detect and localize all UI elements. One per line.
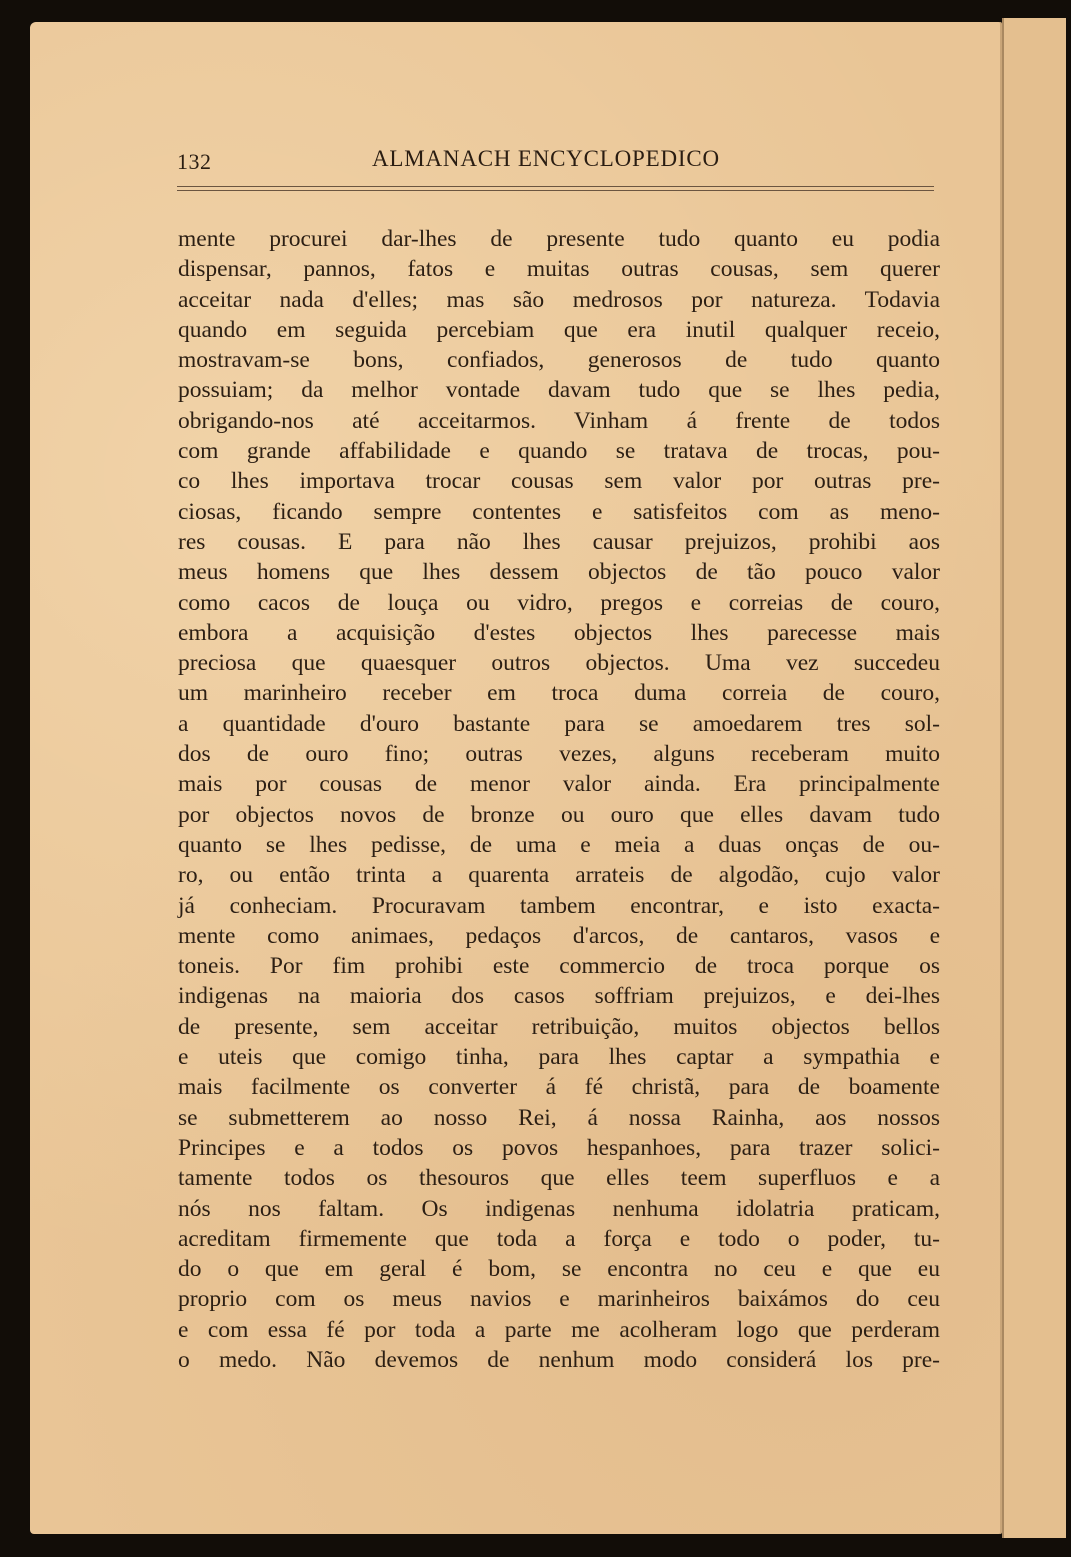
text-line: possuiam; da melhor vontade davam tudo que se lhes pedia, [178,377,940,404]
header-double-rule [177,186,934,191]
running-header [177,143,934,183]
text-line: como cacos de louça ou vidro, pregos e correias de couro, [178,589,940,616]
text-line: já conheciam. Procuravam tambem encontrar, e isto exacta- [178,892,940,919]
body-text [178,224,940,1375]
text-line: ro, ou então trinta a quarenta arrateis de algodão, cujo valor [178,862,940,889]
text-line: toneis. Por fim prohibi este commercio de troca porque os [178,953,940,980]
text-line: indigenas na maioria dos casos soffriam prejuizos, e dei-lhes [178,983,940,1010]
text-line: mais facilmente os converter á fé christã, para de boamente [178,1074,940,1101]
text-line: co lhes importava trocar cousas sem valor por outras pre- [178,468,940,495]
text-line: acceitar nada d'elles; mas são medrosos por natureza. Todavia [178,286,940,313]
page-number: 132 [177,149,212,174]
text-line: embora a acquisição d'estes objectos lhes parecesse mais [178,619,940,646]
text-line: e uteis que comigo tinha, para lhes captar a sympathia e [178,1044,940,1071]
text-line: meus homens que lhes dessem objectos de tão pouco valor [178,559,940,586]
text-line: do o que em geral é bom, se encontra no ceu e que eu [178,1256,940,1283]
text-line: mais por cousas de menor valor ainda. Era principalmente [178,771,940,798]
text-line: um marinheiro receber em troca duma correia de couro, [178,680,940,707]
text-line: dispensar, pannos, fatos e muitas outras cousas, sem querer [178,256,940,283]
text-line: com grande affabilidade e quando se tratava de trocas, pou- [178,438,940,465]
text-line: a quantidade d'ouro bastante para se amoedarem tres sol- [178,710,940,737]
text-line: dos de ouro fino; outras vezes, alguns receberam muito [178,741,940,768]
text-line: quanto se lhes pedisse, de uma e meia a duas onças de ou- [178,831,940,858]
text-line: e com essa fé por toda a parte me acolheram logo que perderam [178,1316,940,1343]
text-line: res cousas. E para não lhes causar prejuizos, prohibi aos [178,528,940,555]
text-line: obrigando-nos até acceitarmos. Vinham á frente de todos [178,407,940,434]
text-line: preciosa que quaesquer outros objectos. Uma vez succedeu [178,650,940,677]
text-line: por objectos novos de bronze ou ouro que elles davam tudo [178,801,940,828]
text-line: proprio com os meus navios e marinheiros baixámos do ceu [178,1286,940,1313]
text-line: quando em seguida percebiam que era inutil qualquer receio, [178,316,940,343]
text-line: nós nos faltam. Os indigenas nenhuma idolatria praticam, [178,1195,940,1222]
adjacent-page-edge [1002,18,1066,1538]
text-line: mente como animaes, pedaços d'arcos, de cantaros, vasos e [178,922,940,949]
text-line: se submetterem ao nosso Rei, á nossa Rainha, aos nossos [178,1104,940,1131]
text-line: acreditam firmemente que toda a força e todo o poder, tu- [178,1225,940,1252]
text-line: tamente todos os thesouros que elles teem superfluos e a [178,1165,940,1192]
running-title: ALMANACH ENCYCLOPEDICO [372,146,720,171]
text-line: ciosas, ficando sempre contentes e satisfeitos com as meno- [178,498,940,525]
text-line: mostravam-se bons, confiados, generosos de tudo quanto [178,347,940,374]
text-line: de presente, sem acceitar retribuição, muitos objectos bellos [178,1013,940,1040]
text-line: mente procurei dar-lhes de presente tudo quanto eu podia [178,226,940,252]
text-line: o medo. Não devemos de nenhum modo considerá los pre- [178,1346,940,1373]
text-line: Principes e a todos os povos hespanhoes, para trazer solici- [178,1134,940,1161]
